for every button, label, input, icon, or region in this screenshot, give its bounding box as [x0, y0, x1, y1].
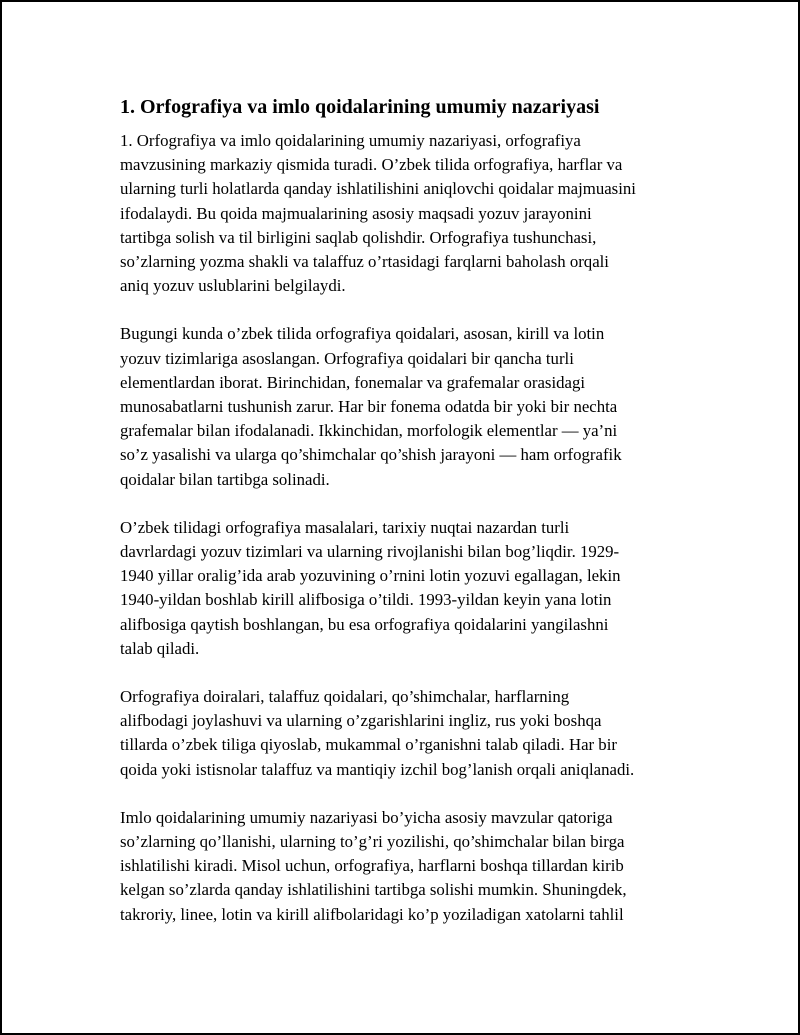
paragraph-line: Bugungi kunda o’zbek tilida orfografiya qoidalari, asosan, kirill va lotin — [120, 324, 605, 344]
paragraph-line: ularning turli holatlarda qanday ishlatilishini aniqlovchi qoidalar majmuasini — [120, 179, 636, 199]
paragraph-line: davrlardagi yozuv tizimlari va ularning rivojlanishi bilan bog’liqdir. 1929- — [120, 542, 620, 562]
paragraph-line: talab qiladi. — [120, 638, 200, 658]
document-title: 1. Orfografiya va imlo qoidalarining umumiy nazariyasi — [120, 96, 600, 118]
paragraph-line: so’zlarning qo’llanishi, ularning to’g’ri yozilishi, qo’shimchalar bilan birga — [120, 832, 625, 852]
paragraph-line: yozuv tizimlariga asoslangan. Orfografiya qoidalari bir qancha turli — [120, 348, 574, 368]
paragraph-line: O’zbek tilidagi orfografiya masalalari, tarixiy nuqtai nazardan turli — [120, 517, 570, 537]
paragraph-line: 1940-yildan boshlab kirill alifbosiga o’tildi. 1993-yildan keyin yana lotin — [120, 590, 612, 610]
paragraph-line: Orfografiya doiralari, talaffuz qoidalari, qo’shimchalar, harflarning — [120, 687, 570, 707]
paragraph-line: kelgan so’zlarda qanday ishlatilishini tartibga solishi mumkin. Shuningdek, — [120, 880, 627, 900]
paragraph-line: munosabatlarni tushunish zarur. Har bir fonema odatda bir yoki bir nechta — [120, 397, 618, 417]
paragraph-line: tartibga solish va til birligini saqlab qolishdir. Orfografiya tushunchasi, — [120, 227, 597, 247]
paragraph-line: aniq yozuv uslublarini belgilaydi. — [120, 276, 346, 296]
paragraph-2 — [120, 322, 692, 491]
paragraph-line: so’z yasalishi va ularga qo’shimchalar qo’shish jarayoni — ham orfografik — [120, 445, 622, 465]
paragraph-5 — [120, 806, 692, 927]
document-content — [120, 94, 692, 951]
paragraph-line: Imlo qoidalarining umumiy nazariyasi bo’yicha asosiy mavzular qatoriga — [120, 807, 613, 827]
paragraph-line: alifbodagi joylashuvi va ularning o’zgarishlarini ingliz, rus yoki boshqa — [120, 711, 602, 731]
paragraph-4 — [120, 685, 692, 782]
paragraph-line: ifodalaydi. Bu qoida majmualarining asosiy maqsadi yozuv jarayonini — [120, 203, 592, 223]
paragraph-line: qoidalar bilan tartibga solinadi. — [120, 469, 330, 489]
paragraph-line: 1940 yillar oralig’ida arab yozuvining o’rnini lotin yozuvi egallagan, lekin — [120, 566, 621, 586]
paragraph-line: 1. Orfografiya va imlo qoidalarining umumiy nazariyasi, orfografiya — [120, 131, 581, 150]
paragraph-3 — [120, 516, 692, 661]
paragraph-1 — [120, 129, 692, 298]
paragraph-line: alifbosiga qaytish boshlangan, bu esa orfografiya qoidalarini yangilashni — [120, 614, 609, 634]
paragraph-line: mavzusining markaziy qismida turadi. O’zbek tilida orfografiya, harflar va — [120, 155, 623, 175]
paragraph-line: so’zlarning yozma shakli va talaffuz o’rtasidagi farqlarni baholash orqali — [120, 252, 609, 272]
paragraph-line: elementlardan iborat. Birinchidan, fonemalar va grafemalar orasidagi — [120, 372, 586, 392]
paragraph-line: takroriy, linee, lotin va kirill alifbolaridagi ko’p yoziladigan xatolarni tahlil — [120, 904, 624, 924]
paragraph-line: tillarda o’zbek tiliga qiyoslab, mukammal o’rganishni talab qiladi. Har bir — [120, 735, 617, 755]
paragraph-line: ishlatilishi kiradi. Misol uchun, orfografiya, harflarni boshqa tillardan kirib — [120, 856, 624, 876]
paragraph-line: qoida yoki istisnolar talaffuz va mantiqiy izchil bog’lanish orqali aniqlanadi. — [120, 759, 635, 779]
paragraph-line: grafemalar bilan ifodalanadi. Ikkinchidan, morfologik elementlar — ya’ni — [120, 421, 618, 441]
